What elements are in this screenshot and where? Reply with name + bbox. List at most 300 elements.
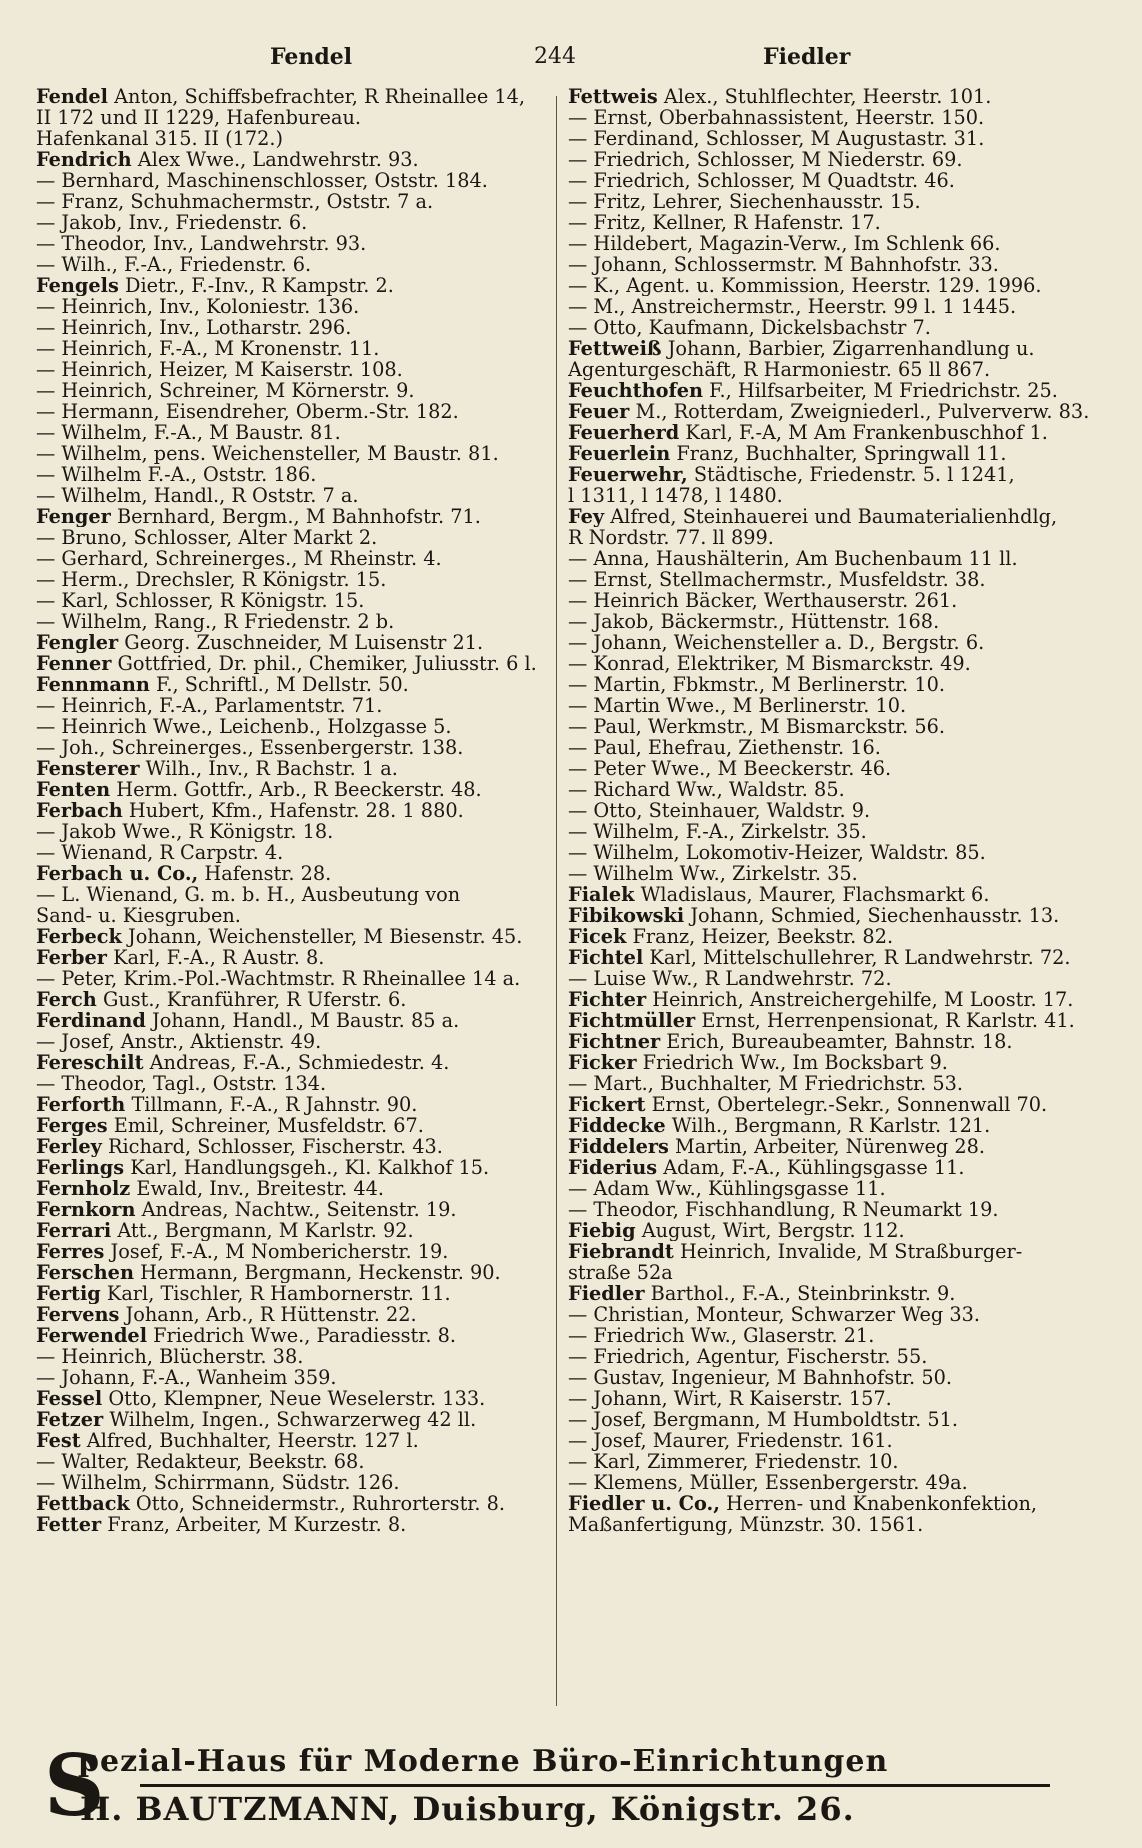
entry-details: — Wilhelm, F.-A., M Baustr. 81. bbox=[36, 422, 341, 443]
entry-details: Josef, F.-A., M Nombericherstr. 19. bbox=[104, 1241, 449, 1262]
directory-entry bbox=[568, 338, 1116, 359]
entry-details: Karl, Tischler, R Hambornerstr. 11. bbox=[100, 1283, 451, 1304]
directory-entry bbox=[36, 863, 571, 884]
directory-entry bbox=[568, 1178, 1116, 1199]
entry-details: Friedrich Ww., Im Bocksbart 9. bbox=[636, 1052, 948, 1073]
directory-entry bbox=[36, 947, 571, 968]
entry-details: Tillmann, F.-A., R Jahnstr. 90. bbox=[125, 1094, 418, 1115]
entry-details: — Wilhelm F.-A., Oststr. 186. bbox=[36, 464, 317, 485]
directory-entry bbox=[568, 1010, 1116, 1031]
directory-entry bbox=[568, 1493, 1116, 1514]
entry-details: — Josef, Maurer, Friedenstr. 161. bbox=[568, 1430, 893, 1451]
directory-entry bbox=[36, 275, 571, 296]
entry-surname: Fiddecke bbox=[568, 1115, 666, 1136]
directory-entry bbox=[36, 485, 571, 506]
directory-entry bbox=[36, 905, 571, 926]
directory-entry bbox=[568, 548, 1116, 569]
entry-details: Wilh., Bergmann, R Karlstr. 121. bbox=[665, 1115, 991, 1136]
directory-entry bbox=[568, 170, 1116, 191]
entry-details: Johann, Arb., R Hüttenstr. 22. bbox=[119, 1304, 417, 1325]
entry-surname: Ferschen bbox=[36, 1262, 134, 1283]
entry-surname: Fiedler u. Co., bbox=[568, 1493, 720, 1514]
entry-details: Karl, Handlungsgeh., Kl. Kalkhof 15. bbox=[124, 1157, 490, 1178]
entry-details: — Christian, Monteur, Schwarzer Weg 33. bbox=[568, 1304, 980, 1325]
entry-surname: Fernholz bbox=[36, 1178, 131, 1199]
entry-surname: Ferlings bbox=[36, 1157, 125, 1178]
entry-surname: Fervens bbox=[36, 1304, 120, 1325]
entry-details: — Johann, Wirt, R Kaiserstr. 157. bbox=[568, 1388, 892, 1409]
entry-details: August, Wirt, Bergstr. 112. bbox=[635, 1220, 905, 1241]
entry-surname: Fereschilt bbox=[36, 1052, 144, 1073]
directory-entry bbox=[568, 107, 1116, 128]
entry-surname: Ficek bbox=[568, 926, 627, 947]
directory-entry bbox=[36, 1094, 571, 1115]
entry-details: Wilhelm, Ingen., Schwarzerweg 42 ll. bbox=[103, 1409, 477, 1430]
entry-details: Karl, Mittelschullehrer, R Landwehrstr. 72. bbox=[643, 947, 1071, 968]
entry-surname: Fichter bbox=[568, 989, 647, 1010]
entry-surname: Fertig bbox=[36, 1283, 101, 1304]
directory-entry bbox=[36, 989, 571, 1010]
directory-entry bbox=[36, 191, 571, 212]
entry-details: — Peter, Krim.-Pol.-Wachtmstr. R Rheinallee 14 a. bbox=[36, 968, 521, 989]
entry-surname: Fennmann bbox=[36, 674, 150, 695]
entry-details: — Heinrich, Inv., Koloniestr. 136. bbox=[36, 296, 360, 317]
directory-entry bbox=[36, 653, 571, 674]
directory-entry bbox=[36, 170, 571, 191]
ad-line-1: pezial-Haus für Moderne Büro-Einrichtungen bbox=[78, 1744, 889, 1779]
entry-details: — Johann, Weichensteller a. D., Bergstr. 6. bbox=[568, 632, 985, 653]
entry-details: straße 52a bbox=[568, 1262, 673, 1283]
directory-entry bbox=[36, 1514, 571, 1535]
directory-entry bbox=[568, 863, 1116, 884]
directory-entry bbox=[36, 1157, 571, 1178]
entry-surname: Fenger bbox=[36, 506, 111, 527]
entry-details: — Walter, Redakteur, Beekstr. 68. bbox=[36, 1451, 365, 1472]
directory-entry bbox=[36, 674, 571, 695]
directory-entry bbox=[36, 779, 571, 800]
directory-entry bbox=[568, 1073, 1116, 1094]
entry-details: — Josef, Anstr., Aktienstr. 49. bbox=[36, 1031, 322, 1052]
entry-details: — Franz, Schuhmachermstr., Oststr. 7 a. bbox=[36, 191, 434, 212]
directory-entry bbox=[36, 1388, 571, 1409]
entry-details: — Wilhelm Ww., Zirkelstr. 35. bbox=[568, 863, 858, 884]
entry-details: Ewald, Inv., Breitestr. 44. bbox=[130, 1178, 385, 1199]
entry-details: Wilh., Inv., R Bachstr. 1 a. bbox=[139, 758, 398, 779]
directory-entry bbox=[36, 422, 571, 443]
directory-entry bbox=[568, 1052, 1116, 1073]
directory-entry bbox=[568, 1241, 1116, 1262]
directory-entry bbox=[36, 212, 571, 233]
directory-entry bbox=[568, 947, 1116, 968]
directory-entry bbox=[36, 800, 571, 821]
directory-entry bbox=[568, 1220, 1116, 1241]
directory-entry bbox=[568, 1262, 1116, 1283]
entry-details: Hermann, Bergmann, Heckenstr. 90. bbox=[133, 1262, 501, 1283]
directory-entry bbox=[36, 527, 571, 548]
directory-entry bbox=[568, 569, 1116, 590]
entry-surname: Ferbeck bbox=[36, 926, 122, 947]
entry-details: — Karl, Schlosser, R Königstr. 15. bbox=[36, 590, 365, 611]
entry-details: — Josef, Bergmann, M Humboldtstr. 51. bbox=[568, 1409, 959, 1430]
entry-details: — Wilhelm, F.-A., Zirkelstr. 35. bbox=[568, 821, 867, 842]
entry-details: — Wilh., F.-A., Friedenstr. 6. bbox=[36, 254, 312, 275]
entry-details: — Johann, Schlossermstr. M Bahnhofstr. 33. bbox=[568, 254, 999, 275]
directory-entry bbox=[36, 1052, 571, 1073]
entry-details: — Joh., Schreinerges., Essenbergerstr. 138. bbox=[36, 737, 464, 758]
directory-entry bbox=[568, 695, 1116, 716]
entry-surname: Fiebrandt bbox=[568, 1241, 674, 1262]
entry-details: — Heinrich, F.-A., Parlamentstr. 71. bbox=[36, 695, 383, 716]
entry-details: Andreas, Nachtw., Seitenstr. 19. bbox=[135, 1199, 457, 1220]
entry-details: — Mart., Buchhalter, M Friedrichstr. 53. bbox=[568, 1073, 964, 1094]
entry-details: Franz, Buchhalter, Springwall 11. bbox=[670, 443, 1007, 464]
entry-details: Karl, F.-A, M Am Frankenbuschhof 1. bbox=[679, 422, 1048, 443]
entry-details: Richard, Schlosser, Fischerstr. 43. bbox=[101, 1136, 443, 1157]
entry-surname: Fichtmüller bbox=[568, 1010, 696, 1031]
directory-entry bbox=[568, 779, 1116, 800]
entry-details: Anton, Schiffsbefrachter, R Rheinallee 14, bbox=[108, 86, 526, 107]
entry-details: — Peter Wwe., M Beeckerstr. 46. bbox=[568, 758, 892, 779]
entry-details: — Heinrich, Inv., Lotharstr. 296. bbox=[36, 317, 352, 338]
entry-details: Martin, Arbeiter, Nürenweg 28. bbox=[668, 1136, 985, 1157]
directory-entry bbox=[36, 590, 571, 611]
entry-details: Heinrich, Anstreichergehilfe, M Loostr. 17. bbox=[646, 989, 1074, 1010]
entry-details: Herren- und Knabenkonfektion, bbox=[719, 1493, 1038, 1514]
ad-divider-line bbox=[140, 1784, 1050, 1787]
directory-entry bbox=[36, 1304, 571, 1325]
entry-details: Heinrich, Invalide, M Straßburger- bbox=[673, 1241, 1023, 1262]
entry-details: — Gerhard, Schreinerges., M Rheinstr. 4. bbox=[36, 548, 442, 569]
directory-entry bbox=[568, 1430, 1116, 1451]
entry-details: — Konrad, Elektriker, M Bismarckstr. 49. bbox=[568, 653, 971, 674]
directory-entry bbox=[568, 86, 1116, 107]
directory-entry bbox=[568, 1514, 1116, 1535]
entry-details: Barthol., F.-A., Steinbrinkstr. 9. bbox=[644, 1283, 956, 1304]
directory-entry bbox=[568, 716, 1116, 737]
entry-details: Maßanfertigung, Münzstr. 30. 1561. bbox=[568, 1514, 924, 1535]
entry-details: Bernhard, Bergm., M Bahnhofstr. 71. bbox=[110, 506, 481, 527]
entry-surname: Feuerherd bbox=[568, 422, 680, 443]
entry-details: Gust., Kranführer, R Uferstr. 6. bbox=[96, 989, 407, 1010]
directory-entry bbox=[568, 401, 1116, 422]
entry-surname: Fetzer bbox=[36, 1409, 104, 1430]
directory-entry bbox=[36, 380, 571, 401]
entry-details: R Nordstr. 77. ll 899. bbox=[568, 527, 774, 548]
directory-entry bbox=[36, 1199, 571, 1220]
entry-surname: Fiderius bbox=[568, 1157, 658, 1178]
entry-surname: Ferbach u. Co., bbox=[36, 863, 199, 884]
directory-entry bbox=[568, 1409, 1116, 1430]
entry-details: Dietr., F.-Inv., R Kampstr. 2. bbox=[118, 275, 394, 296]
directory-entry bbox=[36, 842, 571, 863]
entry-details: — Paul, Ehefrau, Ziethenstr. 16. bbox=[568, 737, 881, 758]
directory-entry bbox=[568, 1325, 1116, 1346]
advertisement-banner bbox=[40, 1738, 1110, 1838]
entry-details: — K., Agent. u. Kommission, Heerstr. 129. 1996. bbox=[568, 275, 1042, 296]
entry-details: Alex Wwe., Landwehrstr. 93. bbox=[131, 149, 419, 170]
entry-details: — Ernst, Oberbahnassistent, Heerstr. 150. bbox=[568, 107, 985, 128]
directory-entry bbox=[568, 926, 1116, 947]
directory-entry bbox=[36, 296, 571, 317]
directory-entry bbox=[568, 233, 1116, 254]
directory-entry bbox=[568, 1199, 1116, 1220]
directory-entry bbox=[568, 1388, 1116, 1409]
entry-details: Johann, Schmied, Siechenhausstr. 13. bbox=[684, 905, 1060, 926]
entry-surname: Fibikowski bbox=[568, 905, 685, 926]
entry-details: Att., Bergmann, M Karlstr. 92. bbox=[111, 1220, 414, 1241]
entry-details: — Friedrich, Agentur, Fischerstr. 55. bbox=[568, 1346, 928, 1367]
entry-details: F., Hilfsarbeiter, M Friedrichstr. 25. bbox=[703, 380, 1058, 401]
directory-entry bbox=[568, 1094, 1116, 1115]
directory-entry bbox=[36, 1220, 571, 1241]
entry-details: — Herm., Drechsler, R Königstr. 15. bbox=[36, 569, 387, 590]
entry-details: Sand- u. Kiesgruben. bbox=[36, 905, 241, 926]
directory-entry bbox=[36, 464, 571, 485]
entry-details: Andreas, F.-A., Schmiedestr. 4. bbox=[143, 1052, 450, 1073]
right-column bbox=[568, 86, 1116, 1535]
entry-details: — Heinrich, Schreiner, M Körnerstr. 9. bbox=[36, 380, 415, 401]
directory-entry bbox=[36, 632, 571, 653]
entry-details: Gottfried, Dr. phil., Chemiker, Juliusstr. 6 l. bbox=[111, 653, 537, 674]
directory-entry bbox=[568, 1283, 1116, 1304]
directory-entry bbox=[36, 107, 571, 128]
entry-surname: Ferber bbox=[36, 947, 107, 968]
directory-entry bbox=[568, 212, 1116, 233]
directory-entry bbox=[36, 1115, 571, 1136]
entry-surname: Ferdinand bbox=[36, 1010, 146, 1031]
entry-details: — Karl, Zimmerer, Friedenstr. 10. bbox=[568, 1451, 899, 1472]
directory-entry bbox=[36, 1178, 571, 1199]
directory-entry bbox=[568, 1115, 1116, 1136]
entry-details: Franz, Arbeiter, M Kurzestr. 8. bbox=[101, 1514, 407, 1535]
entry-details: Johann, Barbier, Zigarrenhandlung u. bbox=[661, 338, 1035, 359]
entry-details: — Anna, Haushälterin, Am Buchenbaum 11 ll. bbox=[568, 548, 1018, 569]
entry-details: — Richard Ww., Waldstr. 85. bbox=[568, 779, 845, 800]
entry-details: — Otto, Kaufmann, Dickelsbachstr 7. bbox=[568, 317, 931, 338]
directory-entry bbox=[568, 737, 1116, 758]
left-column bbox=[36, 86, 571, 1535]
directory-entry bbox=[568, 359, 1116, 380]
directory-entry bbox=[568, 191, 1116, 212]
entry-surname: Fendrich bbox=[36, 149, 132, 170]
entry-details: — Johann, F.-A., Wanheim 359. bbox=[36, 1367, 337, 1388]
entry-details: — Wilhelm, pens. Weichensteller, M Baustr. 81. bbox=[36, 443, 499, 464]
directory-entry bbox=[36, 1430, 571, 1451]
page-number: 244 bbox=[534, 44, 576, 69]
directory-entry bbox=[36, 86, 571, 107]
entry-surname: Ferges bbox=[36, 1115, 108, 1136]
directory-entry bbox=[36, 569, 571, 590]
directory-entry bbox=[36, 443, 571, 464]
directory-entry bbox=[568, 1157, 1116, 1178]
directory-entry bbox=[568, 1136, 1116, 1157]
directory-entry bbox=[568, 758, 1116, 779]
entry-details: Friedrich Wwe., Paradiesstr. 8. bbox=[147, 1325, 457, 1346]
entry-surname: Fichtner bbox=[568, 1031, 661, 1052]
directory-entry bbox=[36, 338, 571, 359]
entry-surname: Fetter bbox=[36, 1514, 102, 1535]
entry-details: — Hildebert, Magazin-Verw., Im Schlenk 66. bbox=[568, 233, 1001, 254]
entry-details: — Friedrich Ww., Glaserstr. 21. bbox=[568, 1325, 875, 1346]
directory-entry bbox=[568, 527, 1116, 548]
entry-details: — Hermann, Eisendreher, Oberm.-Str. 182. bbox=[36, 401, 459, 422]
entry-details: — Paul, Werkmstr., M Bismarckstr. 56. bbox=[568, 716, 946, 737]
ad-initial-letter: S bbox=[44, 1736, 105, 1835]
entry-details: — Theodor, Inv., Landwehrstr. 93. bbox=[36, 233, 367, 254]
directory-entry bbox=[568, 905, 1116, 926]
entry-surname: Fickert bbox=[568, 1094, 646, 1115]
directory-entry bbox=[36, 926, 571, 947]
directory-entry bbox=[568, 632, 1116, 653]
entry-details: Karl, F.-A., R Austr. 8. bbox=[106, 947, 325, 968]
entry-surname: Feuer bbox=[568, 401, 630, 422]
directory-entry bbox=[36, 1367, 571, 1388]
directory-entry bbox=[36, 1010, 571, 1031]
directory-entry bbox=[568, 1346, 1116, 1367]
directory-entry bbox=[36, 233, 571, 254]
entry-details: — Friedrich, Schlosser, M Quadtstr. 46. bbox=[568, 170, 955, 191]
entry-details: — L. Wienand, G. m. b. H., Ausbeutung von bbox=[36, 884, 461, 905]
directory-entry bbox=[36, 548, 571, 569]
entry-details: Alfred, Steinhauerei und Baumaterialienhdlg, bbox=[604, 506, 1058, 527]
directory-entry bbox=[568, 443, 1116, 464]
entry-details: — Luise Ww., R Landwehrstr. 72. bbox=[568, 968, 892, 989]
directory-entry bbox=[568, 506, 1116, 527]
page-header bbox=[0, 44, 1142, 80]
ad-line-2: H. BAUTZMANN, Duisburg, Königstr. 26. bbox=[80, 1790, 855, 1828]
entry-details: — Theodor, Tagl., Oststr. 134. bbox=[36, 1073, 327, 1094]
directory-entry bbox=[36, 1241, 571, 1262]
directory-entry bbox=[568, 1367, 1116, 1388]
entry-surname: Fiebig bbox=[568, 1220, 636, 1241]
directory-entry bbox=[36, 1346, 571, 1367]
directory-entry bbox=[36, 149, 571, 170]
directory-entry bbox=[36, 1283, 571, 1304]
entry-details: Herm. Gottfr., Arb., R Beeckerstr. 48. bbox=[110, 779, 482, 800]
entry-details: — Wilhelm, Schirrmann, Südstr. 126. bbox=[36, 1472, 400, 1493]
entry-surname: Feuerwehr, bbox=[568, 464, 688, 485]
entry-details: — Theodor, Fischhandlung, R Neumarkt 19. bbox=[568, 1199, 999, 1220]
directory-entry bbox=[568, 254, 1116, 275]
directory-entry bbox=[36, 695, 571, 716]
directory-entry bbox=[36, 1262, 571, 1283]
entry-surname: Fialek bbox=[568, 884, 635, 905]
directory-entry bbox=[568, 821, 1116, 842]
entry-details: — Wienand, R Carpstr. 4. bbox=[36, 842, 284, 863]
entry-surname: Ferley bbox=[36, 1136, 102, 1157]
entry-details: — Heinrich, Heizer, M Kaiserstr. 108. bbox=[36, 359, 403, 380]
entry-surname: Fengels bbox=[36, 275, 119, 296]
directory-entry bbox=[36, 1325, 571, 1346]
entry-details: — Martin, Fbkmstr., M Berlinerstr. 10. bbox=[568, 674, 945, 695]
entry-details: Ernst, Herrenpensionat, R Karlstr. 41. bbox=[695, 1010, 1075, 1031]
entry-details: Adam, F.-A., Kühlingsgasse 11. bbox=[657, 1157, 965, 1178]
directory-entry bbox=[36, 317, 571, 338]
entry-details: — Jakob, Inv., Friedenstr. 6. bbox=[36, 212, 308, 233]
entry-details: Otto, Klempner, Neue Weselerstr. 133. bbox=[102, 1388, 486, 1409]
directory-entry bbox=[568, 884, 1116, 905]
entry-details: — Klemens, Müller, Essenbergerstr. 49a. bbox=[568, 1472, 968, 1493]
entry-details: Alex., Stuhlflechter, Heerstr. 101. bbox=[657, 86, 992, 107]
entry-details: Wladislaus, Maurer, Flachsmarkt 6. bbox=[634, 884, 990, 905]
entry-details: — Wilhelm, Lokomotiv-Heizer, Waldstr. 85. bbox=[568, 842, 986, 863]
entry-details: Otto, Schneidermstr., Ruhrorterstr. 8. bbox=[129, 1493, 506, 1514]
entry-details: — Ferdinand, Schlosser, M Augustastr. 31. bbox=[568, 128, 985, 149]
directory-entry bbox=[568, 380, 1116, 401]
directory-entry bbox=[568, 128, 1116, 149]
entry-surname: Ferrari bbox=[36, 1220, 112, 1241]
directory-entry bbox=[36, 1493, 571, 1514]
entry-surname: Ficker bbox=[568, 1052, 637, 1073]
entry-details: — Fritz, Kellner, R Hafenstr. 17. bbox=[568, 212, 881, 233]
entry-details: Johann, Weichensteller, M Biesenstr. 45. bbox=[121, 926, 523, 947]
entry-details: — Gustav, Ingenieur, M Bahnhofstr. 50. bbox=[568, 1367, 952, 1388]
entry-surname: Fey bbox=[568, 506, 605, 527]
entry-details: — Adam Ww., Kühlingsgasse 11. bbox=[568, 1178, 886, 1199]
directory-entry bbox=[36, 1073, 571, 1094]
entry-details: M., Rotterdam, Zweigniederl., Pulververw. 83. bbox=[629, 401, 1090, 422]
entry-surname: Fiddelers bbox=[568, 1136, 669, 1157]
entry-details: — Heinrich, Blücherstr. 38. bbox=[36, 1346, 304, 1367]
entry-surname: Fessel bbox=[36, 1388, 103, 1409]
entry-surname: Ferbach bbox=[36, 800, 123, 821]
entry-surname: Fenner bbox=[36, 653, 112, 674]
directory-entry bbox=[36, 821, 571, 842]
entry-details: — Jakob Wwe., R Königstr. 18. bbox=[36, 821, 334, 842]
entry-surname: Fichtel bbox=[568, 947, 644, 968]
directory-entry bbox=[568, 1451, 1116, 1472]
entry-surname: Fettback bbox=[36, 1493, 130, 1514]
directory-entry bbox=[568, 653, 1116, 674]
entry-surname: Feuchthofen bbox=[568, 380, 704, 401]
entry-surname: Fettweiß bbox=[568, 338, 662, 359]
directory-entry bbox=[36, 884, 571, 905]
directory-entry bbox=[568, 1472, 1116, 1493]
entry-details: — Wilhelm, Rang., R Friedenstr. 2 b. bbox=[36, 611, 395, 632]
entry-surname: Fettweis bbox=[568, 86, 658, 107]
directory-entry bbox=[568, 464, 1116, 485]
header-left-keyword: Fendel bbox=[270, 44, 353, 70]
entry-details: Hafenkanal 315. II (172.) bbox=[36, 128, 284, 149]
directory-entry bbox=[36, 1451, 571, 1472]
directory-entry bbox=[568, 989, 1116, 1010]
entry-details: Städtische, Friedenstr. 5. l 1241, bbox=[687, 464, 1015, 485]
header-right-keyword: Fiedler bbox=[763, 44, 851, 70]
directory-entry bbox=[36, 254, 571, 275]
directory-entry bbox=[36, 716, 571, 737]
entry-details: Ernst, Obertelegr.-Sekr., Sonnenwall 70. bbox=[645, 1094, 1048, 1115]
directory-entry bbox=[36, 611, 571, 632]
entry-surname: Fengler bbox=[36, 632, 119, 653]
entry-surname: Fernkorn bbox=[36, 1199, 136, 1220]
entry-details: Johann, Handl., M Baustr. 85 a. bbox=[145, 1010, 460, 1031]
entry-details: — Otto, Steinhauer, Waldstr. 9. bbox=[568, 800, 871, 821]
directory-entry bbox=[36, 737, 571, 758]
directory-entry bbox=[568, 842, 1116, 863]
entry-details: — Bernhard, Maschinenschlosser, Oststr. 184. bbox=[36, 170, 488, 191]
entry-details: Hafenstr. 28. bbox=[198, 863, 332, 884]
entry-details: — Martin Wwe., M Berlinerstr. 10. bbox=[568, 695, 907, 716]
directory-entry bbox=[36, 506, 571, 527]
entry-details: Emil, Schreiner, Musfeldstr. 67. bbox=[107, 1115, 424, 1136]
entry-details: — M., Anstreichermstr., Heerstr. 99 l. 1 1445. bbox=[568, 296, 1017, 317]
directory-entry bbox=[36, 1409, 571, 1430]
entry-surname: Fiedler bbox=[568, 1283, 645, 1304]
entry-details: — Jakob, Bäckermstr., Hüttenstr. 168. bbox=[568, 611, 940, 632]
entry-details: Hubert, Kfm., Hafenstr. 28. 1 880. bbox=[122, 800, 464, 821]
directory-entry bbox=[568, 149, 1116, 170]
entry-details: Franz, Heizer, Beekstr. 82. bbox=[626, 926, 894, 947]
